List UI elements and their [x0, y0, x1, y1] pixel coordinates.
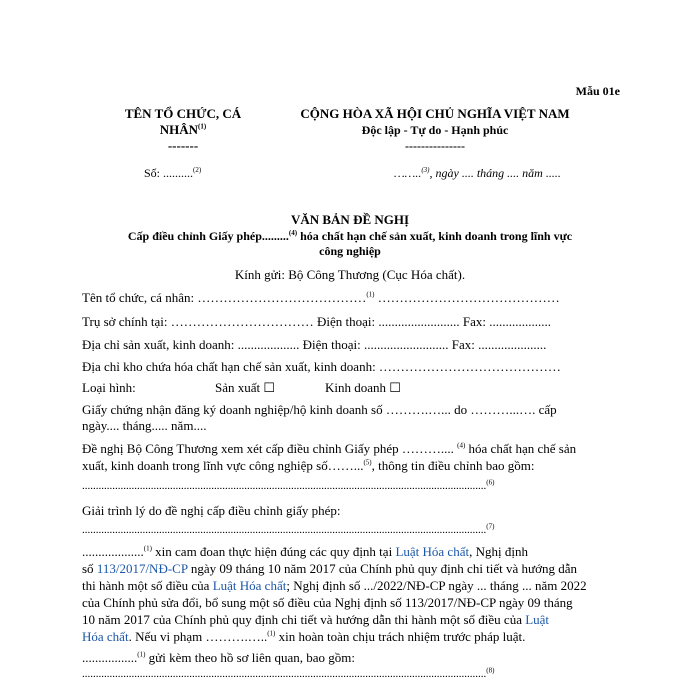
- nation-line1: CỘNG HÒA XÃ HỘI CHỦ NGHĨA VIỆT NAM: [300, 106, 570, 121]
- law-link[interactable]: Luật Hóa chất: [212, 578, 287, 593]
- commit-line6: [82, 629, 525, 645]
- doc-title: VĂN BẢN ĐỀ NGHỊ: [290, 212, 410, 227]
- commit-line5: [82, 612, 549, 628]
- recipient: Kính gửi: Bộ Công Thương (Cục Hóa chất).: [234, 267, 466, 282]
- req-1b: hóa chất hạn chế sản: [465, 441, 577, 456]
- subtitle-a: Cấp điều chỉnh Giấy phép.........: [127, 229, 289, 243]
- commit-l2a: số: [82, 561, 97, 576]
- req-2sup: (5): [363, 458, 372, 467]
- commit-l6b: xin hoàn toàn chịu trách nhiệm trước pháp luật.: [275, 629, 526, 644]
- doc-subtitle: [0, 229, 700, 259]
- org-name-line1: TÊN TỔ CHỨC, CÁ: [124, 106, 242, 121]
- subtitle-sup: (4): [288, 229, 298, 237]
- commit-l1c: , Nghị định: [469, 544, 528, 559]
- doc-number: [144, 166, 201, 181]
- commit-line3: [82, 578, 587, 594]
- doc-number-sup: (2): [193, 166, 202, 174]
- request-line1: [82, 441, 576, 457]
- doc-date: [394, 166, 561, 181]
- dots-6: ...................................................................................................................................................: [82, 480, 487, 492]
- dots-8: ...................................................................................................................................................: [82, 668, 487, 680]
- attach-line: [82, 650, 355, 666]
- subtitle-c: công nghiệp: [319, 244, 381, 258]
- doc-number-label: Số: ..........: [144, 166, 194, 180]
- org-name-b: ……………………………………: [374, 290, 560, 305]
- attach-a: .................: [82, 650, 138, 665]
- req-2a: xuất, kinh doanh trong lĩnh vực công nghiệp số……...: [82, 458, 364, 473]
- law-link[interactable]: Luật: [525, 612, 550, 627]
- form-code: Mẫu 01e: [575, 84, 620, 98]
- law-link[interactable]: Luật Hóa chất: [395, 544, 470, 559]
- commit-line4: của Chính phủ sửa đổi, bổ sung một số điều của Nghị định số 113/2017/NĐ-CP ngày 09 tháng: [82, 595, 573, 610]
- commit-l3b: ; Nghị định số .../2022/NĐ-CP ngày ... tháng ... năm 2022: [286, 578, 587, 593]
- sup-8: (8): [486, 666, 495, 675]
- commit-l3a: thi hành một số điều của: [82, 578, 213, 593]
- decree-link[interactable]: 113/2017/NĐ-CP: [96, 561, 188, 576]
- commit-l5a: 10 năm 2017 của Chính phủ quy định chi tiết và hướng dẫn thi hành một số điều của: [82, 612, 526, 627]
- field-cert-line2: ngày.... tháng..... năm....: [82, 418, 207, 433]
- commit-line2: [82, 561, 577, 577]
- field-type-label: Loại hình:: [82, 380, 136, 395]
- commit-l2b: ngày 09 tháng 10 năm 2017 của Chính phủ quy định chi tiết và hướng dẫn: [187, 561, 577, 576]
- request-line2: [82, 458, 534, 474]
- field-prod-address: Địa chỉ sản xuất, kinh doanh: ................... Điện thoại: .......................... Fax: .....................: [82, 337, 547, 352]
- commit-l1b: xin cam đoan thực hiện đúng các quy định tại: [151, 544, 396, 559]
- nation-dashes: ---------------: [405, 139, 465, 153]
- org-name-line2: NHÂN: [159, 122, 199, 137]
- commit-l1a: ...................: [82, 544, 144, 559]
- type-trading-checkbox: Kinh doanh ☐: [325, 380, 401, 395]
- org-name-header: [108, 106, 258, 154]
- dots-line-7: [82, 524, 494, 536]
- commit-l6a: . Nếu vi phạm ……….…..: [128, 629, 268, 644]
- req-1a: Đề nghị Bộ Công Thương xem xét cấp điều chỉnh Giấy phép ………....: [82, 441, 458, 456]
- date-sup: (3): [421, 166, 430, 174]
- field-cert-line1: Giấy chứng nhận đăng ký doanh nghiệp/hộ kinh doanh số ……….…... do ………...…. cấp: [82, 402, 557, 417]
- type-production-checkbox: Sản xuất ☐: [215, 380, 276, 395]
- sup-7: (7): [486, 522, 495, 531]
- req-1sup: (4): [457, 441, 466, 450]
- nation-motto: Độc lập - Tự do - Hạnh phúc: [361, 123, 509, 137]
- subtitle-b: hóa chất hạn chế sản xuất, kinh doanh trong lĩnh vực: [297, 229, 573, 243]
- dots-line-6: [82, 480, 494, 492]
- commit-line1: [82, 544, 528, 560]
- attach-b: gửi kèm theo hồ sơ liên quan, bao gồm:: [145, 650, 356, 665]
- explain-label: Giải trình lý do đề nghị cấp điều chỉnh giấy phép:: [82, 503, 341, 518]
- req-2b: , thông tin điều chỉnh bao gồm:: [371, 458, 535, 473]
- national-header: [285, 106, 585, 154]
- dots-7: ...................................................................................................................................................: [82, 524, 487, 536]
- org-dashes: -------: [167, 138, 199, 153]
- field-warehouse: Địa chỉ kho chứa hóa chất hạn chế sản xuất, kinh doanh: ……………………………………: [82, 359, 561, 374]
- law-link[interactable]: Hóa chất: [82, 629, 129, 644]
- sup-6: (6): [486, 478, 495, 487]
- org-sup: (1): [198, 122, 207, 131]
- org-name-a: Tên tổ chức, cá nhân: …………………………………: [82, 290, 367, 305]
- commit-l6sup: (1): [267, 629, 276, 638]
- date-place: ……..: [394, 166, 422, 180]
- field-org-name: [82, 290, 560, 306]
- attach-sup: (1): [137, 650, 146, 659]
- field-hq: Trụ sở chính tại: …………………………… Điện thoại: ......................... Fax: ...................: [82, 314, 551, 329]
- date-rest: , ngày .... tháng .... năm .....: [429, 166, 561, 180]
- dots-line-8: [82, 668, 494, 680]
- commit-l1sup: (1): [143, 544, 152, 553]
- org-name-sup: (1): [366, 290, 375, 299]
